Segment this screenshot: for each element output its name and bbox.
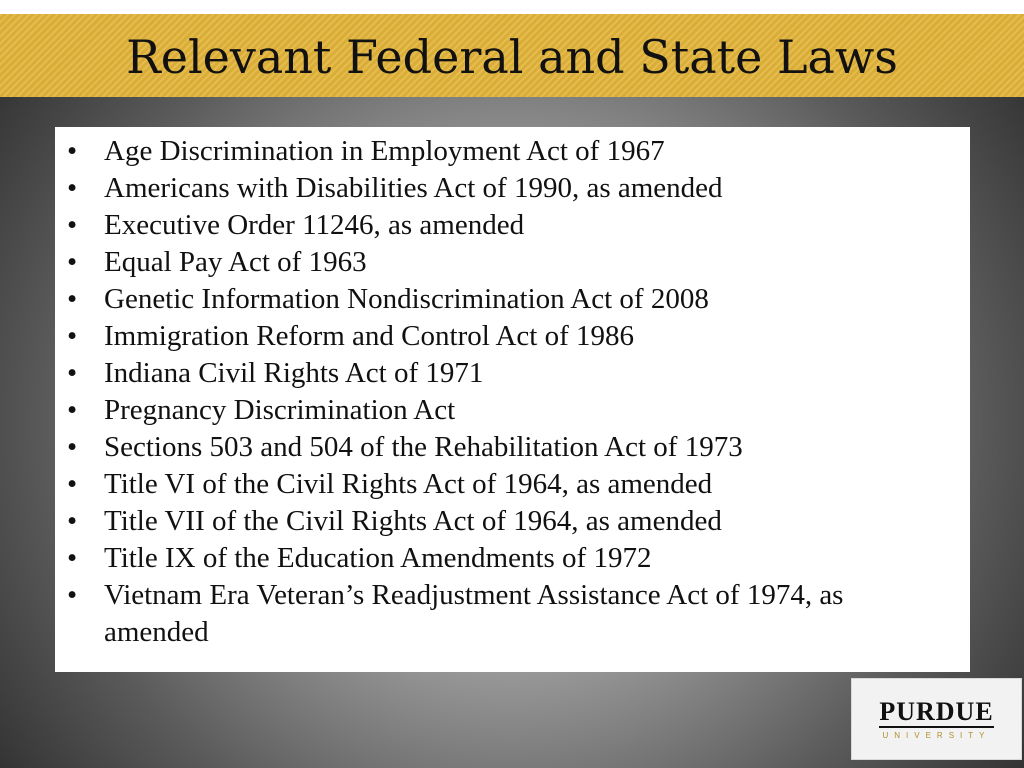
list-item-text: Immigration Reform and Control Act of 1986 [104,320,634,352]
list-item-text: Title VII of the Civil Rights Act of 1964, as amended [104,505,722,537]
list-item [67,170,950,207]
list-item-text: Executive Order 11246, as amended [104,209,525,241]
bullet-icon: • [67,135,78,167]
logo-wordmark: PURDUE [879,696,994,726]
list-item-text: Vietnam Era Veteran’s Readjustment Assistance Act of 1974, as amended [104,579,844,648]
bullet-icon: • [67,320,78,352]
list-item-text: Genetic Information Nondiscrimination Act of 2008 [104,283,709,315]
list-item-text: Sections 503 and 504 of the Rehabilitation Act of 1973 [104,431,743,463]
bullet-icon: • [67,431,78,463]
list-item [67,207,950,244]
list-item [67,281,950,318]
list-item-text: Age Discrimination in Employment Act of 1967 [104,135,665,167]
bullet-icon: • [67,209,78,241]
list-item [67,577,950,651]
list-item [67,540,950,577]
list-item-text: Indiana Civil Rights Act of 1971 [104,357,484,389]
bullet-icon: • [67,468,78,500]
list-item [67,466,950,503]
list-item [67,355,950,392]
top-strip [0,0,1024,14]
list-item-text: Equal Pay Act of 1963 [104,246,367,278]
bullet-icon: • [67,172,78,204]
title-bar [0,14,1024,97]
list-item [67,133,950,170]
laws-list [67,133,950,651]
purdue-logo [851,678,1022,760]
bullet-icon: • [67,357,78,389]
list-item-text: Americans with Disabilities Act of 1990, as amended [104,172,723,204]
bullet-icon: • [67,394,78,426]
list-item [67,392,950,429]
bullet-icon: • [67,579,78,611]
bullet-icon: • [67,542,78,574]
list-item [67,503,950,540]
list-item [67,429,950,466]
bullet-icon: • [67,246,78,278]
logo-subtitle: UNIVERSITY [882,730,991,740]
list-item-text: Title IX of the Education Amendments of 1972 [104,542,652,574]
list-item-text: Pregnancy Discrimination Act [104,394,456,426]
list-item [67,244,950,281]
list-item-text: Title VI of the Civil Rights Act of 1964, as amended [104,468,713,500]
list-item [67,318,950,355]
content-box [55,127,970,672]
slide-title: Relevant Federal and State Laws [126,29,898,84]
bullet-icon: • [67,283,78,315]
bullet-icon: • [67,505,78,537]
